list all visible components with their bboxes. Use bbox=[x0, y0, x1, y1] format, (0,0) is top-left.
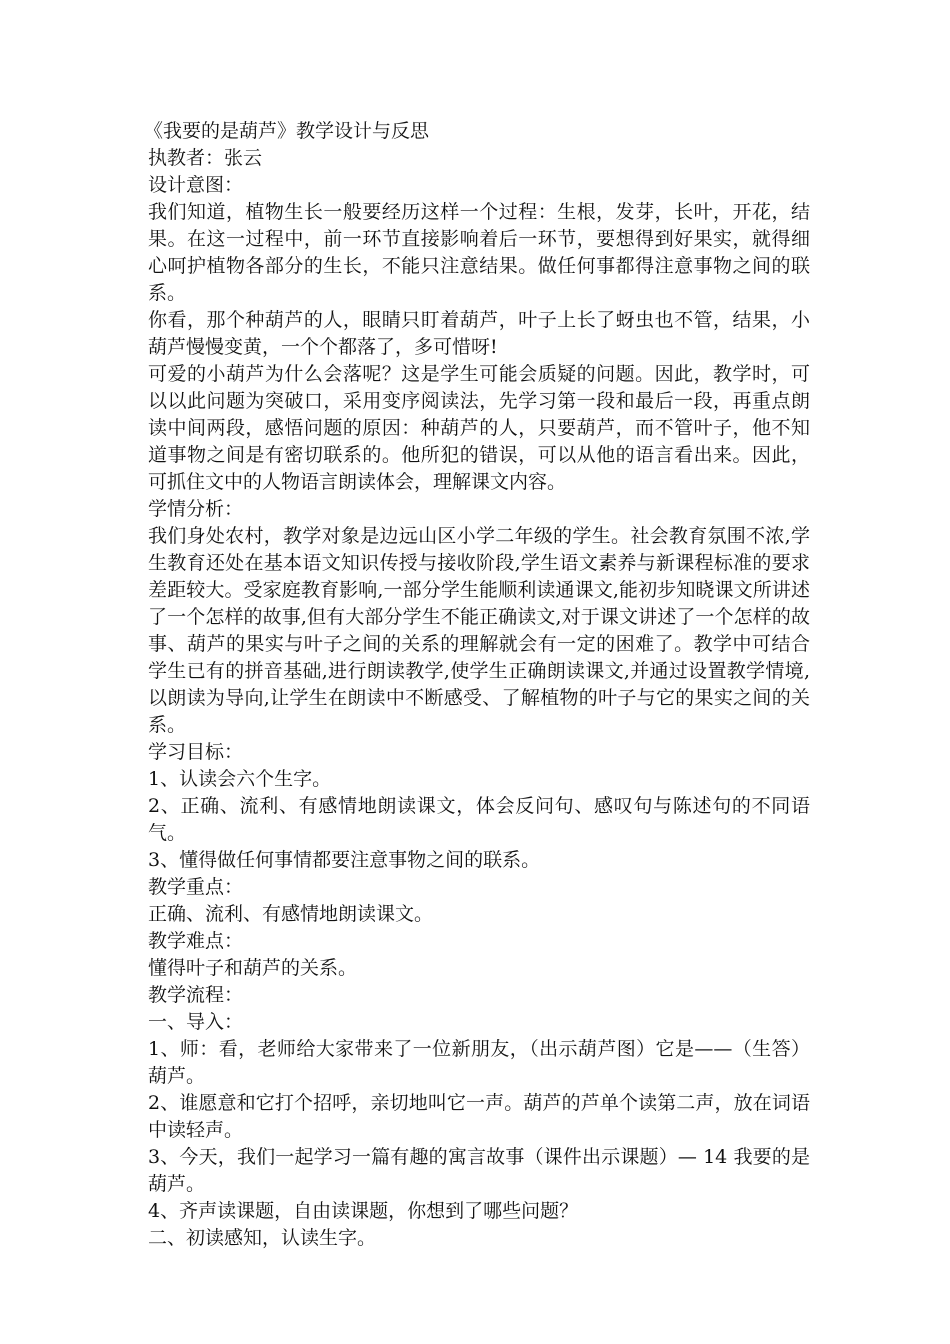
step-1-heading: 一、导入： bbox=[148, 1011, 244, 1033]
goal-item-3: 3、懂得做任何事情都要注意事物之间的联系。 bbox=[148, 849, 541, 871]
step-1-item-4: 4、齐声读课题，自由读课题，你想到了哪些问题？ bbox=[148, 1200, 579, 1222]
step-2-heading: 二、初读感知，认读生字。 bbox=[148, 1227, 377, 1249]
analysis-paragraph: 我们身处农村，教学对象是边远山区小学二年级的学生。社会教育氛围不浓,学生教育还处在基本语文知识传授与接收阶段,学生语文素养与新课程标准的要求差距较大。受家庭教育影响,一部分学生能顺利读通课文,能初步知晓课文所讲述了一个怎样的故事,但有大部分学生不能正确读文,对于课文讲述了一个怎样的故事、葫芦的果实与叶子之间的关系的理解就会有一定的困难了。教学中可结合学生已有的拼音基础,进行朗读教学,使学生正确朗读课文,并通过设置教学情境,以朗读为导向,让学生在朗读中不断感受、了解植物的叶子与它的果实之间的关系。 bbox=[148, 525, 810, 736]
step-1-item-2: 2、谁愿意和它打个招呼，亲切地叫它一声。葫芦的芦单个读第二声，放在词语中读轻声。 bbox=[148, 1092, 810, 1141]
document-title: 《我要的是葫芦》教学设计与反思 bbox=[144, 120, 430, 142]
design-paragraph-3: 可爱的小葫芦为什么会落呢？这是学生可能会质疑的问题。因此，教学时，可以以此问题为突破口，采用变序阅读法，先学习第一段和最后一段，再重点朗读中间两段，感悟问题的原因：种葫芦的人，只要葫芦，而不管叶子，他不知道事物之间是有密切联系的。他所犯的错误，可以从他的语言看出来。因此，可抓住文中的人物语言朗读体会，理解课文内容。 bbox=[148, 363, 810, 493]
key-point-heading: 教学重点： bbox=[148, 876, 244, 898]
difficulty-text: 懂得叶子和葫芦的关系。 bbox=[148, 957, 358, 979]
step-1-item-1: 1、师：看，老师给大家带来了一位新朋友，（出示葫芦图）它是——（生答）葫芦。 bbox=[148, 1038, 810, 1087]
process-heading: 教学流程： bbox=[148, 984, 244, 1006]
goal-item-2: 2、正确、流利、有感情地朗读课文，体会反问句、感叹句与陈述句的不同语气。 bbox=[148, 795, 810, 844]
analysis-heading: 学情分析： bbox=[148, 498, 244, 520]
teacher-line: 执教者：张云 bbox=[148, 147, 263, 169]
difficulty-heading: 教学难点： bbox=[148, 930, 244, 952]
document-page bbox=[144, 118, 810, 1252]
design-paragraph-2: 你看，那个种葫芦的人，眼睛只盯着葫芦，叶子上长了蚜虫也不管，结果，小葫芦慢慢变黄，一个个都落了，多可惜呀! bbox=[148, 309, 810, 358]
design-heading: 设计意图： bbox=[148, 174, 244, 196]
step-1-item-3: 3、今天，我们一起学习一篇有趣的寓言故事（课件出示课题）— 14 我要的是葫芦。 bbox=[148, 1146, 810, 1195]
key-point-text: 正确、流利、有感情地朗读课文。 bbox=[148, 903, 434, 925]
goal-item-1: 1、认读会六个生字。 bbox=[148, 768, 332, 790]
design-paragraph-1: 我们知道，植物生长一般要经历这样一个过程：生根，发芽，长叶，开花，结果。在这一过程中，前一环节直接影响着后一环节，要想得到好果实，就得细心呵护植物各部分的生长，不能只注意结果。做任何事都得注意事物之间的联系。 bbox=[148, 201, 810, 304]
goals-heading: 学习目标： bbox=[148, 741, 244, 763]
